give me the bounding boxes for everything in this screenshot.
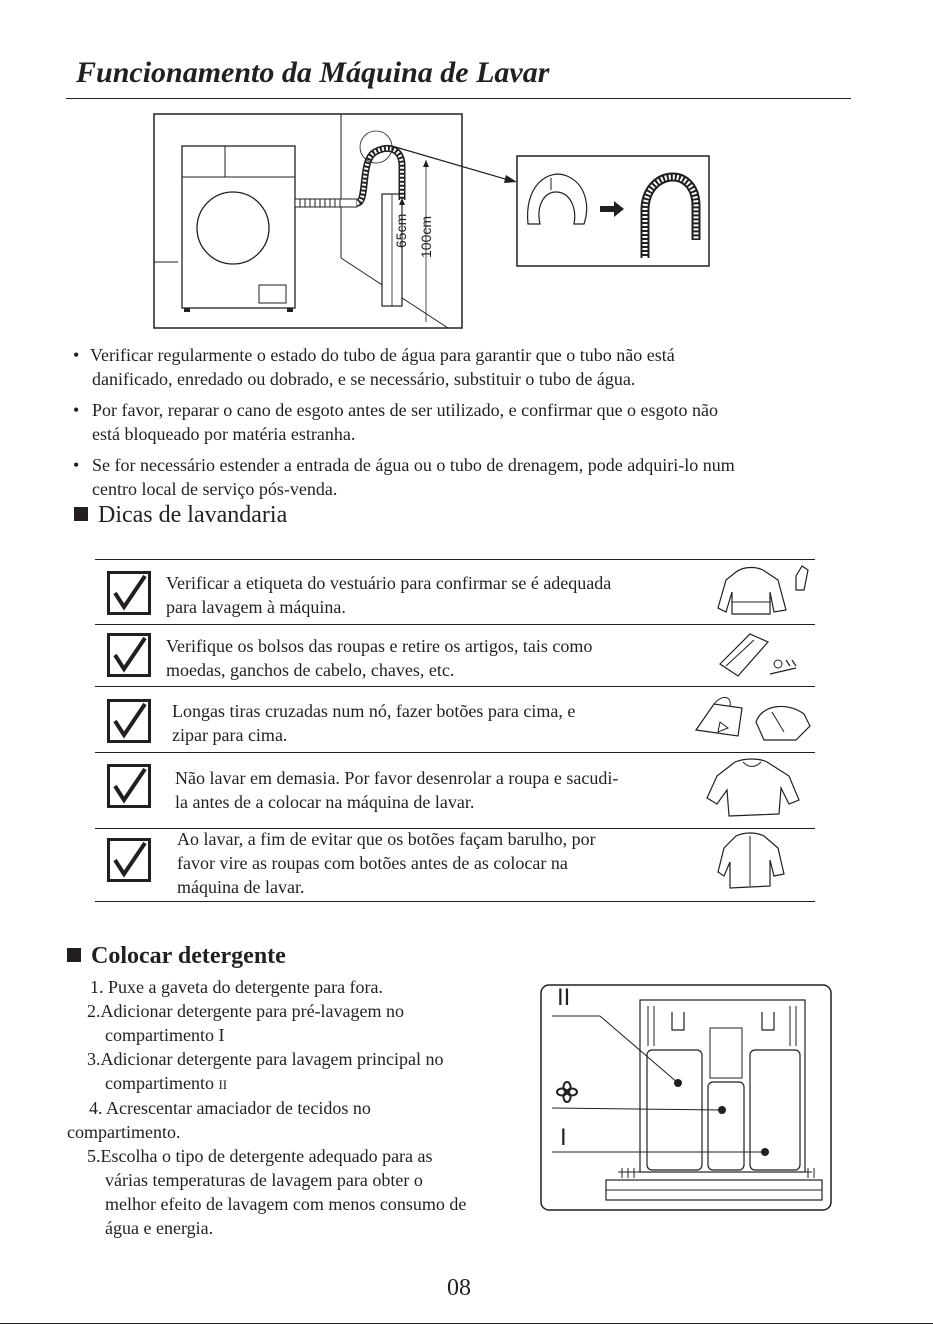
step-2-line-2: compartimento I bbox=[105, 1025, 225, 1045]
tip-1-line-2: para lavagem à máquina. bbox=[166, 597, 346, 617]
flower-icon bbox=[556, 1081, 578, 1103]
step-4-line-1: 4. Acrescentar amaciador de tecidos no bbox=[89, 1098, 371, 1118]
page-title: Funcionamento da Máquina de Lavar bbox=[76, 56, 550, 89]
step-2-line-1: 2.Adicionar detergente para pré-lavagem no bbox=[87, 1001, 405, 1021]
compartment-ii-label: II bbox=[557, 984, 571, 1011]
step-5-line-2: várias temperaturas de lavagem para obter o bbox=[105, 1170, 423, 1190]
bullet-3-line-2: centro local de serviço pós-venda. bbox=[92, 479, 338, 499]
bullet-3-line-1: Se for necessário estender a entrada de água ou o tubo de drenagem, pode adquiri-lo num bbox=[92, 455, 735, 475]
tip-1-line-1: Verificar a etiqueta do vestuário para confirmar se é adequada bbox=[166, 573, 612, 593]
step-3-line-1: 3.Adicionar detergente para lavagem principal no bbox=[87, 1049, 444, 1069]
page-number: 08 bbox=[447, 1275, 471, 1301]
tip-2-line-1: Verifique os bolsos das roupas e retire os artigos, tais como bbox=[166, 636, 593, 656]
bullet-1-line-1: Verificar regularmente o estado do tubo de água para garantir que o tubo não está bbox=[90, 345, 675, 365]
bullet-symbol: • bbox=[73, 455, 80, 475]
tip-3-line-1: Longas tiras cruzadas num nó, fazer botões para cima, e bbox=[172, 701, 576, 721]
tip-4-line-1: Não lavar em demasia. Por favor desenrolar a roupa e sacudi- bbox=[175, 768, 619, 788]
step-5-line-4: água e energia. bbox=[105, 1218, 214, 1238]
tip-5-line-2: favor vire as roupas com botões antes de as colocar na bbox=[177, 853, 568, 873]
step-4-line-2: compartimento. bbox=[67, 1122, 181, 1142]
tip-3-line-2: zipar para cima. bbox=[172, 725, 288, 745]
step-5-line-1: 5.Escolha o tipo de detergente adequado para as bbox=[87, 1146, 433, 1166]
step-3-line-2: compartimento II bbox=[105, 1073, 228, 1093]
height-label-65cm: 65cm bbox=[393, 213, 409, 248]
tip-2-line-2: moedas, ganchos de cabelo, chaves, etc. bbox=[166, 660, 455, 680]
bullet-1-line-2: danificado, enredado ou dobrado, e se necessário, substituir o tubo de água. bbox=[92, 369, 636, 389]
step-1: 1. Puxe a gaveta do detergente para fora. bbox=[90, 977, 384, 997]
bullet-2-line-1: Por favor, reparar o cano de esgoto antes de ser utilizado, e confirmar que o esgoto não bbox=[92, 400, 719, 420]
bullet-symbol: • bbox=[73, 400, 80, 420]
compartment-i-label: I bbox=[560, 1124, 567, 1151]
step-5-line-3: melhor efeito de lavagem com menos consumo de bbox=[105, 1194, 467, 1214]
bullet-2-line-2: está bloqueado por matéria estranha. bbox=[92, 424, 356, 444]
tip-5-line-3: máquina de lavar. bbox=[177, 877, 305, 897]
height-label-100cm: 100cm bbox=[418, 215, 434, 258]
detergent-heading: Colocar detergente bbox=[67, 943, 286, 970]
tip-5-line-1: Ao lavar, a fim de evitar que os botões façam barulho, por bbox=[177, 829, 596, 849]
bullet-symbol: • bbox=[73, 345, 80, 365]
tip-4-line-2: la antes de a colocar na máquina de lavar. bbox=[175, 792, 475, 812]
laundry-tips-heading: Dicas de lavandaria bbox=[74, 502, 287, 529]
